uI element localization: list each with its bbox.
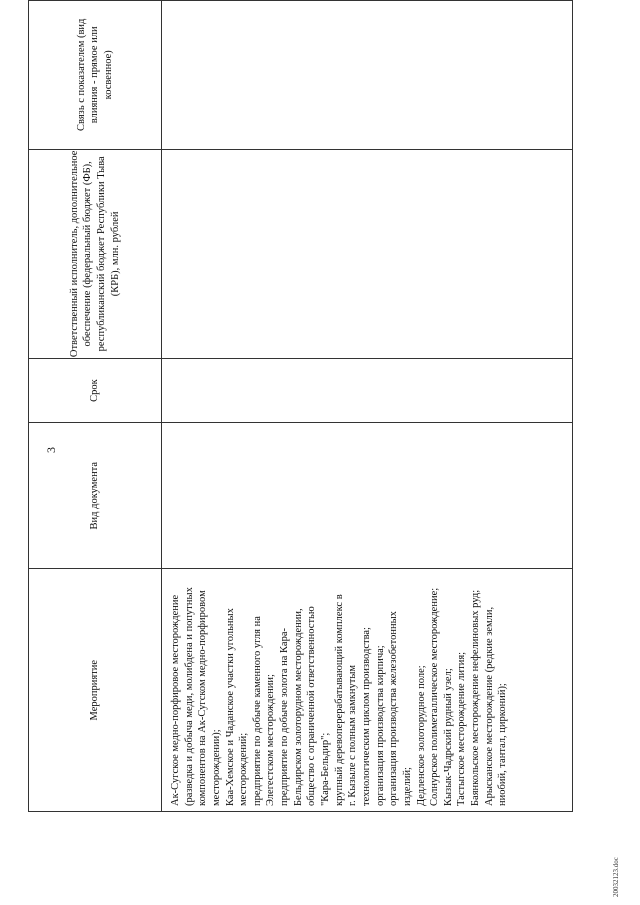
deadline-cell <box>162 359 573 423</box>
list-item: Ак-Сугское медно-порфировое месторождение (разведка и добыча меди, молибдена и попутных компонентов на Ак-Сугском медно-порфировом месторождении); <box>170 587 222 806</box>
header-document-type: Вид документа <box>29 423 162 569</box>
list-item: Арысканское месторождение (редкие земли, ниобий, тантал, цирконий); <box>483 606 509 806</box>
list-item: крупный деревоперерабатывающий комплекс в г. Кызыле с полным замкнутым технологическим циклом производства; <box>333 594 372 806</box>
list-item: предприятие по добыче каменного угля на Элегестском месторождении; <box>251 616 277 806</box>
header-row <box>29 1 162 812</box>
list-item: Тастыгское месторождение лития; <box>456 651 468 806</box>
list-item: организация производства железобетонных изделий; <box>388 611 413 806</box>
file-id: 20032123.doc <box>612 857 620 897</box>
activity-cell <box>162 569 573 812</box>
page-number: 3 <box>44 447 58 453</box>
table-row <box>162 1 573 812</box>
header-responsible-executor: Ответственный исполнитель, дополнительное обеспечение (федеральный бюджет (ФБ), республиканский бюджет Республики Тыва (КРБ), млн. рублей <box>29 149 162 359</box>
header-activity: Мероприятие <box>29 569 162 812</box>
document-type-cell <box>162 423 573 569</box>
plan-table <box>28 0 573 812</box>
list-item: Дедленское золоторудное поле; <box>415 665 427 806</box>
list-item: Баянкольское месторождение нефелиновых руд; <box>470 589 482 806</box>
header-indicator-link: Связь с показателем (вид влияния - прямое или косвенное) <box>29 1 162 150</box>
list-item: Солнурское полиметаллическое месторождение; <box>429 587 441 806</box>
indicator-link-cell <box>162 1 573 150</box>
responsible-executor-cell <box>162 149 573 359</box>
activity-list <box>162 584 510 811</box>
list-item: организация производства кирпича; <box>374 645 386 806</box>
list-item: Каа-Хемское и Чаданское участки угольных месторождений; <box>224 608 250 806</box>
header-deadline: Срок <box>29 359 162 423</box>
list-item: Кызык-Чадрский рудный узел; <box>442 668 454 806</box>
list-item: предприятие по добыче золота на Кара-Бельдирском золоторудном месторождении, общество с ограниченной ответственностью "Кара-Бельдир"; <box>279 606 332 806</box>
